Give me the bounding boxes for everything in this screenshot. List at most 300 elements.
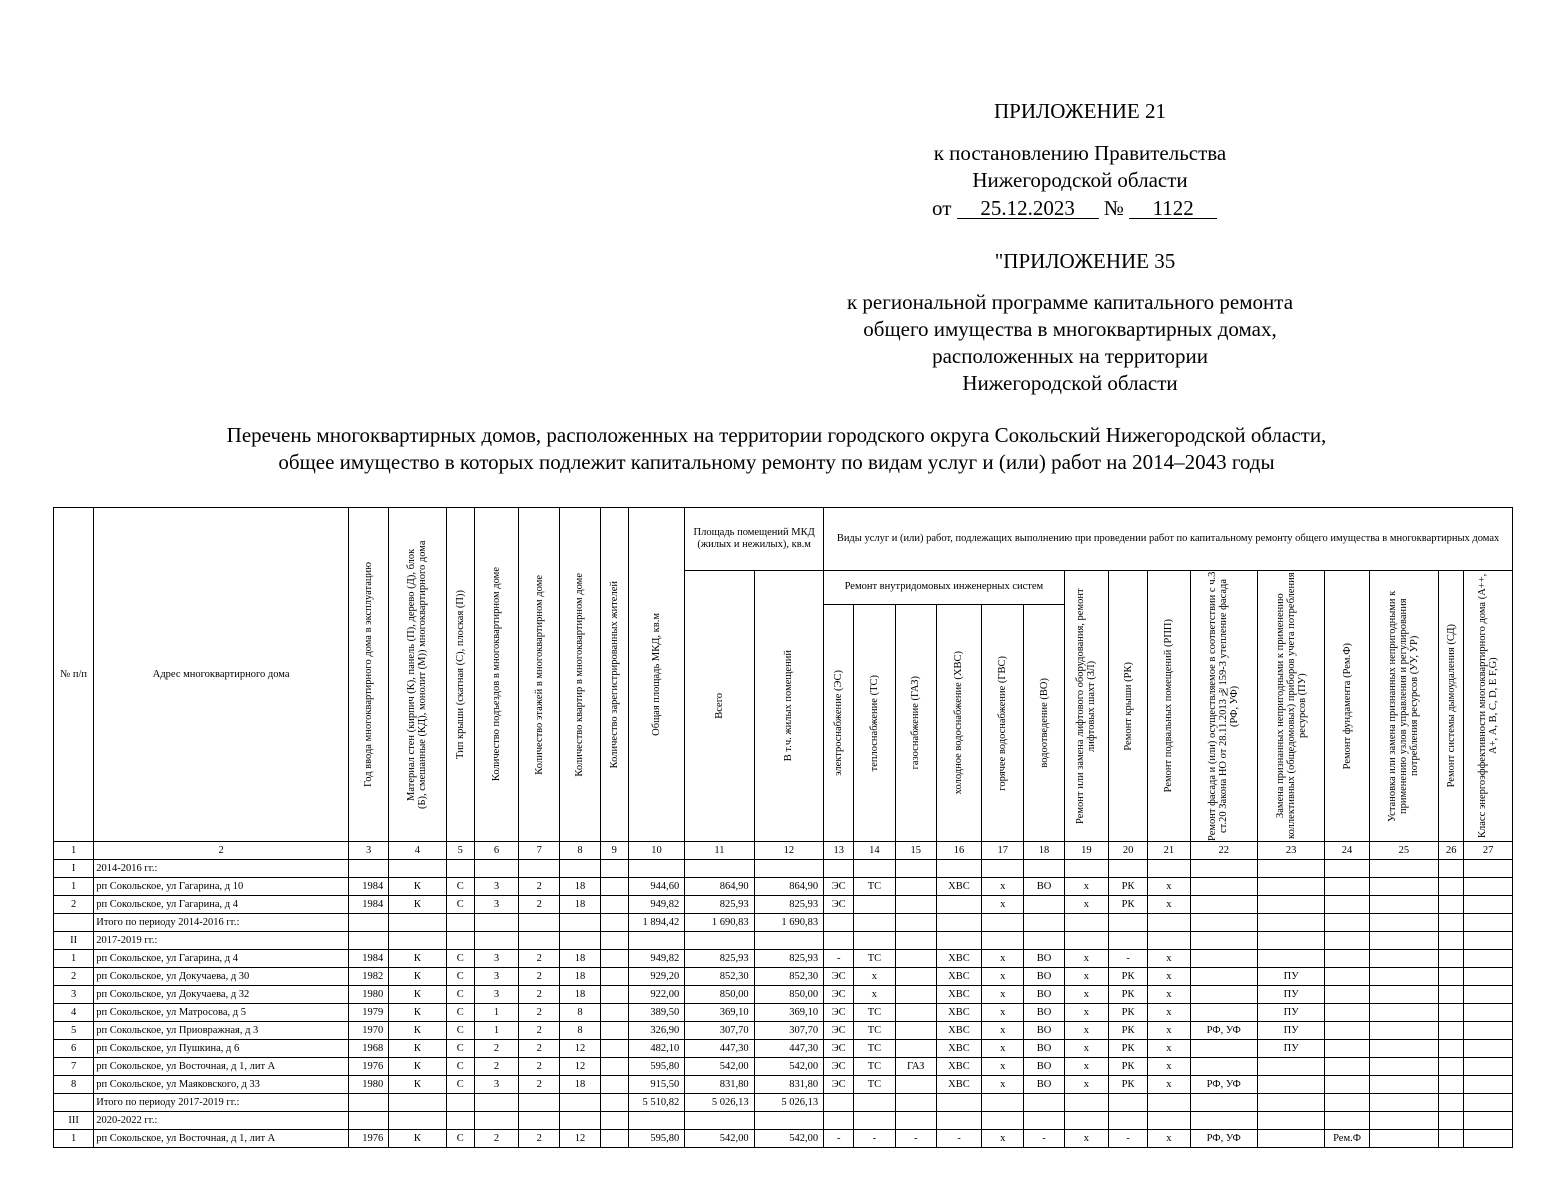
table-cell: 18 xyxy=(560,878,600,896)
table-cell: ЭС xyxy=(824,1058,854,1076)
table-cell: 2 xyxy=(519,1040,560,1058)
table-cell xyxy=(1190,950,1257,968)
table-cell xyxy=(1148,860,1190,878)
header-roof-repair: Ремонт крыши (РК) xyxy=(1122,661,1134,751)
table-cell: К xyxy=(389,1058,446,1076)
column-number-cell: 3 xyxy=(348,842,388,860)
table-cell: ЭС xyxy=(824,878,854,896)
table-cell xyxy=(1464,1058,1513,1076)
table-cell xyxy=(895,968,936,986)
table-cell: 922,00 xyxy=(628,986,684,1004)
table-cell: 447,30 xyxy=(685,1040,754,1058)
table-cell: ТС xyxy=(854,950,895,968)
address-cell: рп Сокольское, ул Маяковского, д 33 xyxy=(94,1076,349,1094)
table-cell xyxy=(685,860,754,878)
table-cell: 2 xyxy=(474,1130,518,1148)
table-cell xyxy=(1439,950,1464,968)
table-cell xyxy=(895,914,936,932)
header-facade: Ремонт фасада и (или) осуществляемое в соответствии с ч.3 ст.20 Закона НО от 28.11.2013 №159-З утепление фасада (РФ, УФ) xyxy=(1207,571,1241,841)
program-line-2: общего имущества в многоквартирных домах, xyxy=(863,317,1277,341)
table-cell xyxy=(1464,1004,1513,1022)
table-cell xyxy=(982,1094,1024,1112)
table-cell: 1979 xyxy=(348,1004,388,1022)
table-cell: С xyxy=(446,1004,474,1022)
table-cell xyxy=(1148,914,1190,932)
table-cell xyxy=(446,1094,474,1112)
table-row xyxy=(54,1004,1513,1022)
table-cell xyxy=(854,860,895,878)
header-drainage: водоотведение (ВО) xyxy=(1038,678,1050,768)
header-electricity: электроснабжение (ЭС) xyxy=(833,669,845,776)
table-cell: С xyxy=(446,878,474,896)
table-cell xyxy=(519,1112,560,1130)
table-cell: ВО xyxy=(1024,1058,1064,1076)
table-cell xyxy=(1024,896,1064,914)
table-cell: 929,20 xyxy=(628,968,684,986)
table-body xyxy=(54,860,1513,1148)
table-cell: х xyxy=(1064,1022,1108,1040)
table-cell: - xyxy=(895,1130,936,1148)
table-cell xyxy=(1325,860,1369,878)
table-row xyxy=(54,1058,1513,1076)
table-cell xyxy=(1064,1112,1108,1130)
table-cell: 1980 xyxy=(348,1076,388,1094)
table-cell xyxy=(474,914,518,932)
table-cell: х xyxy=(982,968,1024,986)
table-cell: ПУ xyxy=(1257,986,1324,1004)
period-number: I xyxy=(54,860,94,878)
table-cell xyxy=(895,878,936,896)
table-cell xyxy=(519,860,560,878)
table-cell: х xyxy=(982,986,1024,1004)
table-cell xyxy=(1257,860,1324,878)
column-number-cell: 9 xyxy=(600,842,628,860)
table-cell: 18 xyxy=(560,1076,600,1094)
table-cell: К xyxy=(389,986,446,1004)
column-number-cell: 27 xyxy=(1464,842,1513,860)
table-cell xyxy=(1464,1040,1513,1058)
table-cell xyxy=(600,1094,628,1112)
table-cell xyxy=(389,1112,446,1130)
table-cell: 2 xyxy=(474,1058,518,1076)
table-cell: ПУ xyxy=(1257,1040,1324,1058)
table-cell xyxy=(1464,878,1513,896)
table-cell: 949,82 xyxy=(628,896,684,914)
table-cell: 482,10 xyxy=(628,1040,684,1058)
table-cell xyxy=(1257,1130,1324,1148)
table-cell: РК xyxy=(1108,986,1147,1004)
table-cell: 18 xyxy=(560,896,600,914)
table-cell xyxy=(982,1112,1024,1130)
header-total-area: Общая площадь МКД, кв.м xyxy=(651,613,662,736)
table-cell xyxy=(600,896,628,914)
table-cell xyxy=(1064,932,1108,950)
table-cell: РК xyxy=(1108,1040,1147,1058)
table-cell xyxy=(600,1058,628,1076)
table-cell xyxy=(348,860,388,878)
table-row xyxy=(54,896,1513,914)
table-cell xyxy=(1257,914,1324,932)
table-cell xyxy=(1464,1130,1513,1148)
table-cell xyxy=(1439,1076,1464,1094)
total-area-all: 1 690,83 xyxy=(685,914,754,932)
table-cell xyxy=(600,878,628,896)
table-cell: 852,30 xyxy=(685,968,754,986)
table-row xyxy=(54,1022,1513,1040)
table-cell xyxy=(754,860,823,878)
table-cell: С xyxy=(446,968,474,986)
table-cell: х xyxy=(982,1040,1024,1058)
table-cell xyxy=(1190,1040,1257,1058)
table-cell: К xyxy=(389,1040,446,1058)
column-number-cell: 18 xyxy=(1024,842,1064,860)
table-cell xyxy=(1190,860,1257,878)
period-row xyxy=(54,1112,1513,1130)
table-cell xyxy=(1024,1112,1064,1130)
table-cell: С xyxy=(446,1058,474,1076)
table-cell: х xyxy=(1064,986,1108,1004)
header-area-group: Площадь помещений МКД (жилых и нежилых), кв.м xyxy=(685,508,824,571)
table-cell xyxy=(754,1112,823,1130)
table-cell xyxy=(1190,1112,1257,1130)
table-cell xyxy=(1325,986,1369,1004)
table-cell xyxy=(1325,1094,1369,1112)
table-cell: 825,93 xyxy=(685,896,754,914)
column-number-cell: 19 xyxy=(1064,842,1108,860)
table-cell xyxy=(1439,896,1464,914)
table-cell xyxy=(1325,878,1369,896)
table-cell: ГАЗ xyxy=(895,1058,936,1076)
address-cell: рп Сокольское, ул Восточная, д 1, лит А xyxy=(94,1058,349,1076)
table-cell: 8 xyxy=(560,1022,600,1040)
table-cell: х xyxy=(1064,896,1108,914)
table-cell xyxy=(1439,914,1464,932)
table-cell xyxy=(1325,950,1369,968)
table-cell: РФ, УФ xyxy=(1190,1076,1257,1094)
table-cell: х xyxy=(1148,1058,1190,1076)
table-cell: х xyxy=(1064,1076,1108,1094)
table-cell: х xyxy=(982,1076,1024,1094)
table-cell: 18 xyxy=(560,986,600,1004)
column-number-cell: 11 xyxy=(685,842,754,860)
total-area-living: 5 026,13 xyxy=(754,1094,823,1112)
table-cell xyxy=(1439,1022,1464,1040)
column-number-cell: 5 xyxy=(446,842,474,860)
table-cell: ХВС xyxy=(936,1004,981,1022)
table-cell: К xyxy=(389,950,446,968)
column-number-cell: 1 xyxy=(54,842,94,860)
table-cell: К xyxy=(389,1004,446,1022)
document-title-line-2: общее имущество в которых подлежит капитальному ремонту по видам услуг и (или) работ на 2014–2043 годы xyxy=(278,450,1275,474)
table-cell: РК xyxy=(1108,968,1147,986)
table-cell xyxy=(560,1094,600,1112)
table-cell xyxy=(1464,914,1513,932)
header-roof-type: Тип крыши (скатная (С), плоская (П)) xyxy=(454,590,466,759)
table-cell xyxy=(1439,968,1464,986)
table-cell xyxy=(1257,1076,1324,1094)
table-cell xyxy=(1190,896,1257,914)
document-title-line-1: Перечень многоквартирных домов, расположенных на территории городского округа Сокольский Нижегородской области, xyxy=(226,423,1327,447)
resolution-date: 25.12.2023 xyxy=(957,198,1099,219)
resolution-line-2: Нижегородской области xyxy=(972,168,1188,192)
table-cell xyxy=(1369,860,1438,878)
table-cell xyxy=(1064,914,1108,932)
table-cell: С xyxy=(446,896,474,914)
column-number-cell: 22 xyxy=(1190,842,1257,860)
table-cell: 447,30 xyxy=(754,1040,823,1058)
column-number-cell: 6 xyxy=(474,842,518,860)
header-foundation: Ремонт фундамента (Рем.Ф) xyxy=(1341,642,1353,770)
table-cell: С xyxy=(446,1022,474,1040)
table-cell: ЭС xyxy=(824,1022,854,1040)
program-line-3: расположенных на территории xyxy=(932,344,1208,368)
table-cell xyxy=(1369,986,1438,1004)
table-cell: ТС xyxy=(854,1076,895,1094)
table-cell xyxy=(824,1094,854,1112)
table-cell xyxy=(1369,1058,1438,1076)
program-line-1: к региональной программе капитального ремонта xyxy=(846,290,1294,314)
table-cell xyxy=(936,860,981,878)
table-cell: К xyxy=(389,968,446,986)
table-cell xyxy=(1369,1094,1438,1112)
address-cell: рп Сокольское, ул Докучаева, д 30 xyxy=(94,968,349,986)
table-cell: х xyxy=(982,878,1024,896)
table-cell: ПУ xyxy=(1257,1022,1324,1040)
table-cell xyxy=(824,914,854,932)
table-cell: 1980 xyxy=(348,986,388,1004)
table-cell xyxy=(474,932,518,950)
table-cell: ВО xyxy=(1024,1004,1064,1022)
table-cell xyxy=(895,1076,936,1094)
table-cell: х xyxy=(1064,1130,1108,1148)
header-year: Год ввода многоквартирного дома в эксплуатацию xyxy=(363,562,375,787)
header-hot-water: горячее водоснабжение (ГВС) xyxy=(997,655,1009,791)
resolution-date-line xyxy=(932,195,1217,222)
table-cell xyxy=(895,1040,936,1058)
resolution-number: 1122 xyxy=(1129,198,1217,219)
table-cell: х xyxy=(1148,1022,1190,1040)
column-number-cell: 4 xyxy=(389,842,446,860)
table-cell: ЭС xyxy=(824,986,854,1004)
table-cell xyxy=(824,1112,854,1130)
table-cell xyxy=(54,914,94,932)
table-cell xyxy=(1325,1058,1369,1076)
address-cell: рп Сокольское, ул Гагарина, д 10 xyxy=(94,878,349,896)
column-number-cell: 10 xyxy=(628,842,684,860)
column-number-cell: 15 xyxy=(895,842,936,860)
document-title xyxy=(0,422,1553,476)
table-cell: РК xyxy=(1108,1022,1147,1040)
table-cell: 1968 xyxy=(348,1040,388,1058)
table-cell: 18 xyxy=(560,950,600,968)
table-cell: ВО xyxy=(1024,1076,1064,1094)
table-cell: С xyxy=(446,950,474,968)
header-entrances: Количество подъездов в многоквартирном доме xyxy=(490,567,502,782)
table-row xyxy=(54,1076,1513,1094)
table-cell xyxy=(854,1094,895,1112)
table-cell: 2 xyxy=(519,896,560,914)
address-cell: рп Сокольское, ул Гагарина, д 4 xyxy=(94,896,349,914)
table-cell: 3 xyxy=(54,986,94,1004)
table-cell xyxy=(474,1112,518,1130)
table-cell: 1 xyxy=(54,878,94,896)
column-number-cell: 13 xyxy=(824,842,854,860)
table-cell xyxy=(1190,932,1257,950)
period-number: II xyxy=(54,932,94,950)
address-cell: рп Сокольское, ул Приовражная, д 3 xyxy=(94,1022,349,1040)
table-cell: х xyxy=(1148,878,1190,896)
table-cell: 949,82 xyxy=(628,950,684,968)
table-cell: - xyxy=(1024,1130,1064,1148)
table-cell: 850,00 xyxy=(685,986,754,1004)
header-address: Адрес многоквартирного дома xyxy=(94,508,349,842)
table-cell: 1970 xyxy=(348,1022,388,1040)
table-cell: 1 xyxy=(474,1022,518,1040)
table-cell xyxy=(1108,932,1147,950)
table-cell: 831,80 xyxy=(685,1076,754,1094)
table-cell: 5 xyxy=(54,1022,94,1040)
table-cell: РК xyxy=(1108,1058,1147,1076)
table-cell xyxy=(1439,932,1464,950)
table-cell xyxy=(895,896,936,914)
table-cell xyxy=(1257,878,1324,896)
table-cell: 825,93 xyxy=(754,896,823,914)
table-cell: 825,93 xyxy=(754,950,823,968)
table-cell: х xyxy=(982,1130,1024,1148)
table-cell xyxy=(1325,1112,1369,1130)
table-cell xyxy=(54,1094,94,1112)
table-cell: 542,00 xyxy=(685,1058,754,1076)
table-cell xyxy=(1257,1112,1324,1130)
table-cell: 1 xyxy=(54,1130,94,1148)
table-cell: 595,80 xyxy=(628,1058,684,1076)
table-cell xyxy=(446,932,474,950)
header-works-group: Виды услуг и (или) работ, подлежащих выполнению при проведении работ по капитальному ремонту общего имущества в многоквартирных домах xyxy=(824,508,1513,571)
table-cell: 915,50 xyxy=(628,1076,684,1094)
table-cell xyxy=(1148,1094,1190,1112)
table-cell: 852,30 xyxy=(754,968,823,986)
table-cell xyxy=(1257,932,1324,950)
header-area-all: Всего xyxy=(713,693,725,719)
table-cell: ВО xyxy=(1024,1022,1064,1040)
table-cell: 2 xyxy=(54,968,94,986)
table-cell xyxy=(348,914,388,932)
table-cell: 595,80 xyxy=(628,1130,684,1148)
table-cell xyxy=(1190,1094,1257,1112)
table-row xyxy=(54,986,1513,1004)
table-cell: 12 xyxy=(560,1058,600,1076)
table-cell xyxy=(982,932,1024,950)
table-cell xyxy=(1024,1094,1064,1112)
table-cell xyxy=(895,1094,936,1112)
table-cell xyxy=(389,1094,446,1112)
table-cell xyxy=(1439,1112,1464,1130)
address-cell: рп Сокольское, ул Матросова, д 5 xyxy=(94,1004,349,1022)
column-number-cell: 21 xyxy=(1148,842,1190,860)
table-row xyxy=(54,1130,1513,1148)
table-cell xyxy=(1257,1058,1324,1076)
column-number-cell: 8 xyxy=(560,842,600,860)
table-cell: 2 xyxy=(519,1022,560,1040)
table-cell: С xyxy=(446,986,474,1004)
table-cell xyxy=(600,1112,628,1130)
table-cell xyxy=(1464,1022,1513,1040)
table-cell: ЭС xyxy=(824,1004,854,1022)
table-cell: ТС xyxy=(854,1022,895,1040)
table-row xyxy=(54,950,1513,968)
table-cell: х xyxy=(1064,968,1108,986)
table-cell: 1984 xyxy=(348,896,388,914)
table-cell xyxy=(1369,932,1438,950)
table-cell: ТС xyxy=(854,1058,895,1076)
table-cell: 7 xyxy=(54,1058,94,1076)
table-cell: 2 xyxy=(519,1004,560,1022)
table-cell: 8 xyxy=(54,1076,94,1094)
table-cell xyxy=(1439,1058,1464,1076)
header-floors: Количество этажей в многоквартирном доме xyxy=(533,574,545,775)
table-cell: 1976 xyxy=(348,1058,388,1076)
table-cell: - xyxy=(854,1130,895,1148)
table-cell xyxy=(1439,1094,1464,1112)
table-cell: 8 xyxy=(560,1004,600,1022)
table-cell: ЭС xyxy=(824,1076,854,1094)
table-cell xyxy=(936,914,981,932)
table-cell: С xyxy=(446,1130,474,1148)
table-cell: х xyxy=(982,1058,1024,1076)
table-cell: х xyxy=(854,986,895,1004)
table-cell xyxy=(1439,860,1464,878)
table-cell: х xyxy=(982,950,1024,968)
table-cell xyxy=(628,860,684,878)
table-cell: РК xyxy=(1108,878,1147,896)
table-cell: К xyxy=(389,878,446,896)
table-cell xyxy=(895,1004,936,1022)
table-cell xyxy=(348,1094,388,1112)
table-cell xyxy=(389,932,446,950)
number-label: № xyxy=(1103,196,1124,220)
table-cell xyxy=(560,860,600,878)
table-cell xyxy=(895,1112,936,1130)
table-cell xyxy=(348,932,388,950)
table-row xyxy=(54,878,1513,896)
table-row xyxy=(54,1040,1513,1058)
table-cell xyxy=(389,860,446,878)
table-cell xyxy=(1464,1076,1513,1094)
header-control-units: Установка или замена признанных непригодными к применению узлов управления и регулирования потребления ресурсов (УУ, УР) xyxy=(1387,590,1421,822)
table-cell: 2 xyxy=(519,950,560,968)
column-number-cell: 25 xyxy=(1369,842,1438,860)
column-number-cell: 26 xyxy=(1439,842,1464,860)
total-label: Итого по периоду 2014-2016 гг.: xyxy=(94,914,349,932)
table-cell xyxy=(600,950,628,968)
table-cell xyxy=(1369,896,1438,914)
total-area-all: 5 026,13 xyxy=(685,1094,754,1112)
table-cell: х xyxy=(1148,896,1190,914)
table-cell: 307,70 xyxy=(685,1022,754,1040)
table-cell xyxy=(824,932,854,950)
column-number-cell: 7 xyxy=(519,842,560,860)
table-cell: 18 xyxy=(560,968,600,986)
total-row xyxy=(54,1094,1513,1112)
table-cell: х xyxy=(1148,968,1190,986)
total-area-living: 1 690,83 xyxy=(754,914,823,932)
table-cell: ВО xyxy=(1024,878,1064,896)
table-cell xyxy=(474,860,518,878)
from-label: от xyxy=(932,196,952,220)
table-cell xyxy=(600,860,628,878)
table-cell: ВО xyxy=(1024,968,1064,986)
column-number-cell: 2 xyxy=(94,842,349,860)
